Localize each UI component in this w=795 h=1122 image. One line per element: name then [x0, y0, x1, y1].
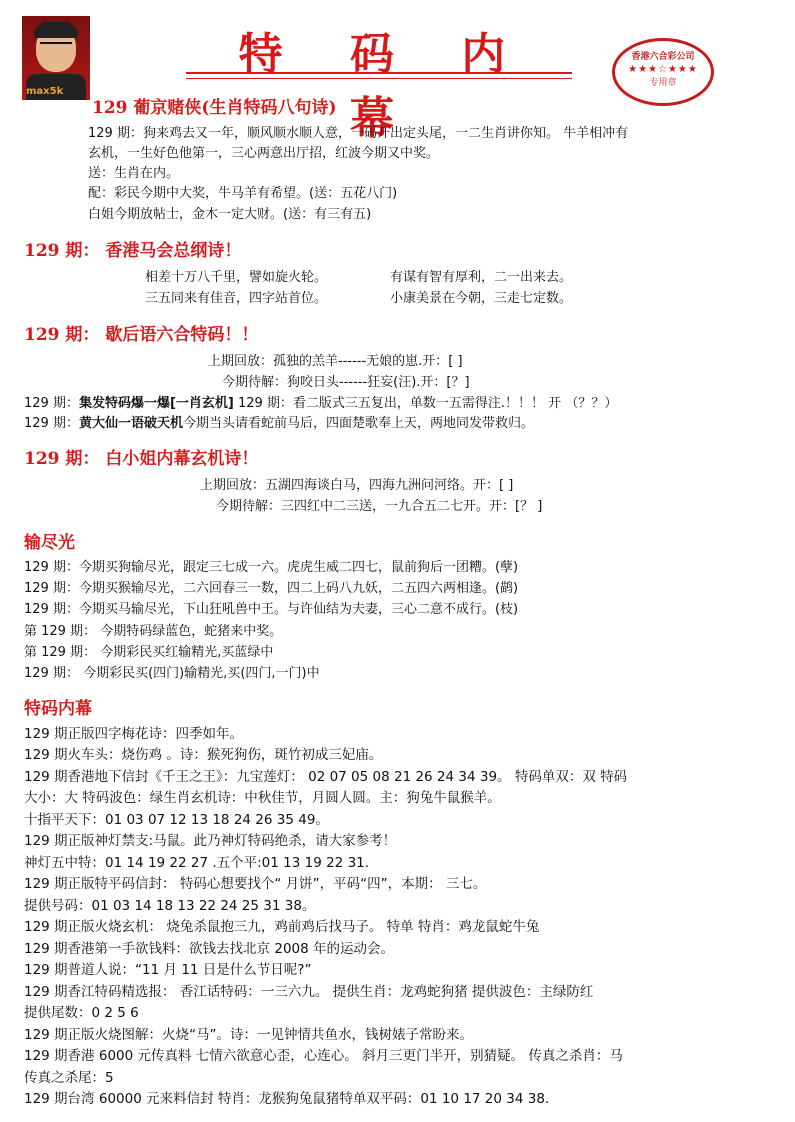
shujinguang-line-2: 129 期：今期买猴输尽光，二六回春三一数，四二上码八九妖，二五四六两相逢。(鹋): [24, 581, 519, 596]
poem-line-1a: 相差十万八千里，譬如旋火轮。: [145, 270, 328, 285]
company-stamp: [612, 38, 714, 106]
baixiaojie-current: 今期待解：三四红中二三送，一九合五二七开。开：[？ ]: [216, 499, 543, 514]
baixiaojie-last: 上期回放：五湖四海谈白马，四海九洲问河络。开：[ ]: [200, 478, 514, 493]
neimu-line-5: 十指平天下：01 03 07 12 13 18 24 26 35 49。: [24, 812, 329, 828]
stamp-stars: ★★★☆★★★: [628, 64, 698, 75]
jifa-line: [24, 394, 617, 414]
poem-line-2a: 三五同来有佳音，四字站首位。: [145, 291, 328, 306]
wongtaisin-bold: 黄大仙一语破天机: [78, 416, 183, 431]
neimu-line-2: 129 期火车头：烧伤鸡 。诗：猴死狗伤，斑竹初成三妃庙。: [24, 747, 383, 763]
neimu-line-15: 129 期正版火烧图解：火烧“马”。诗：一见钟情共鱼水，钱树婊子常盼来。: [24, 1027, 474, 1043]
neimu-line-3: 129 期香港地下信封《千王之王》：九宝莲灯： 02 07 05 08 21 26 24 34 39。 特码单双：双 特码: [24, 769, 628, 785]
neimu-line-7: 神灯五中特：01 14 19 22 27 .五个平:01 13 19 22 31.: [24, 855, 370, 871]
neimu-line-18: 129 期台湾 60000 元来料信封 特肖：龙猴狗兔鼠猪特单双平码：01 10 17 20 34 38.: [24, 1091, 550, 1107]
section-heading-baixiaojie: 129 期： 白小姐内幕玄机诗！: [24, 449, 259, 469]
neimu-line-11: 129 期香港第一手欲钱料：欲钱去找北京 2008 年的运动会。: [24, 941, 394, 957]
neimu-line-12: 129 期普道人说：“11 月 11 日是什么节日呢?”: [24, 962, 312, 978]
jifa-bold: 集发特码爆一爆[一肖玄机]: [78, 396, 234, 411]
neimu-line-17: 传真之杀尾：5: [24, 1070, 114, 1086]
xiehouyu-current: 今期待解：狗咬日头------狂妄(汪).开：[？]: [222, 375, 470, 390]
neimu-line-14: 提供尾数：0 2 5 6: [24, 1005, 139, 1021]
neimu-line-16: 129 期香港 6000 元传真料 七情六欲意心歪，心连心。 斜月三更门半开，别猜疑。 传真之杀肖：马: [24, 1048, 623, 1064]
title-rule-bottom: [186, 78, 572, 79]
shujinguang-line-4: 第 129 期： 今期特码绿蓝色，蛇猪来中奖。: [24, 624, 283, 639]
neimu-line-4: 大小：大 特码波色：绿生肖玄机诗：中秋佳节，月圆人圆。主：狗兔牛鼠猴羊。: [24, 790, 501, 806]
poem-line-2b: 小康美景在今朝，三走七定数。: [390, 291, 573, 306]
neimu-line-6: 129 期正版神灯禁支:马鼠。此乃神灯特码绝杀，请大家参考！: [24, 833, 397, 849]
neimu-line-10: 129 期正版火烧玄机： 烧兔杀鼠抱三九，鸡前鸡后找马子。 特单 特肖：鸡龙鼠蛇牛兔: [24, 919, 540, 935]
stamp-label: 专用章: [649, 78, 677, 88]
wongtaisin-prefix: 129 期：: [24, 416, 79, 431]
shujinguang-line-6: 129 期： 今期彩民买(四门)输精光,买(四门,一门)中: [24, 666, 320, 681]
neimu-line-13: 129 期香江特码精选报： 香江话特码：一三六九。 提供生肖：龙鸡蛇狗猪 提供波色：主绿防红: [24, 984, 594, 1000]
page-title: 特 码 内 幕: [238, 29, 532, 144]
section-heading-xiehouyu: 129 期： 歇后语六合特码！！: [24, 325, 259, 345]
title-rule-top: [186, 72, 572, 74]
putjing-line-2: 玄机，一生好色他第一，三心两意出厅招，红波今期又中奖。: [88, 146, 440, 161]
neimu-line-1: 129 期正版四字梅花诗：四季如年。: [24, 726, 244, 742]
stamp-company-name: 香港六合彩公司: [631, 52, 695, 62]
section-heading-shujinguang: 输尽光: [24, 533, 75, 553]
neimu-line-9: 提供号码：01 03 14 18 13 22 24 25 31 38。: [24, 898, 316, 914]
putjing-line-5: 白姐今期放帖士，金木一定大财。(送：有三有五): [88, 207, 372, 222]
photo-glasses: [40, 42, 72, 50]
putjing-line-4: 配：彩民今期中大奖，牛马羊有希望。(送：五花八门): [88, 186, 398, 201]
xiehouyu-last: 上期回放：孤独的羔羊------无娘的崽.开：[ ]: [208, 354, 463, 369]
section-heading-temaneimu: 特码内幕: [24, 699, 92, 719]
jifa-rest: 129 期：看二版式三五复出，单数一五需得注.！！！ 开 （？？）: [233, 396, 618, 411]
putjing-line-1: 129 期：狗来鸡去又一年，顺风顺水顺人意，一码开出定头尾，一二生肖讲你知。 牛羊相冲有: [88, 126, 629, 141]
putjing-line-3: 送：生肖在内。: [88, 166, 180, 181]
wongtaisin-rest: 今期当头请看蛇前马后，四面楚歌奉上天，两地同发带救归。: [182, 416, 534, 431]
shujinguang-line-1: 129 期：今期买狗输尽光，跟定三七成一六。虎虎生威二四七，鼠前狗后一团糟。(孽): [24, 560, 519, 575]
wongtaisin-line: [24, 414, 534, 434]
shujinguang-line-3: 129 期：今期买马输尽光，下山狂吼兽中王。与许仙结为夫妻，三心二意不成行。(枝): [24, 602, 519, 617]
section-heading-hkjc-poem: 129 期： 香港马会总纲诗！: [24, 241, 242, 261]
photo-watermark: max5k: [26, 86, 64, 97]
jifa-prefix: 129 期：: [24, 396, 79, 411]
neimu-line-8: 129 期正版特平码信封： 特码心想要找个“ 月饼”，平码“四”，本期： 三七。: [24, 876, 487, 892]
shujinguang-line-5: 第 129 期： 今期彩民买红输精光,买蓝绿中: [24, 645, 274, 660]
section-heading-putjing: 129 葡京赌侠(生肖特码八句诗): [92, 98, 337, 118]
header-photo: [22, 16, 90, 100]
poem-line-1b: 有谋有智有厚利，二一出来去。: [390, 270, 573, 285]
photo-hair: [34, 22, 78, 38]
